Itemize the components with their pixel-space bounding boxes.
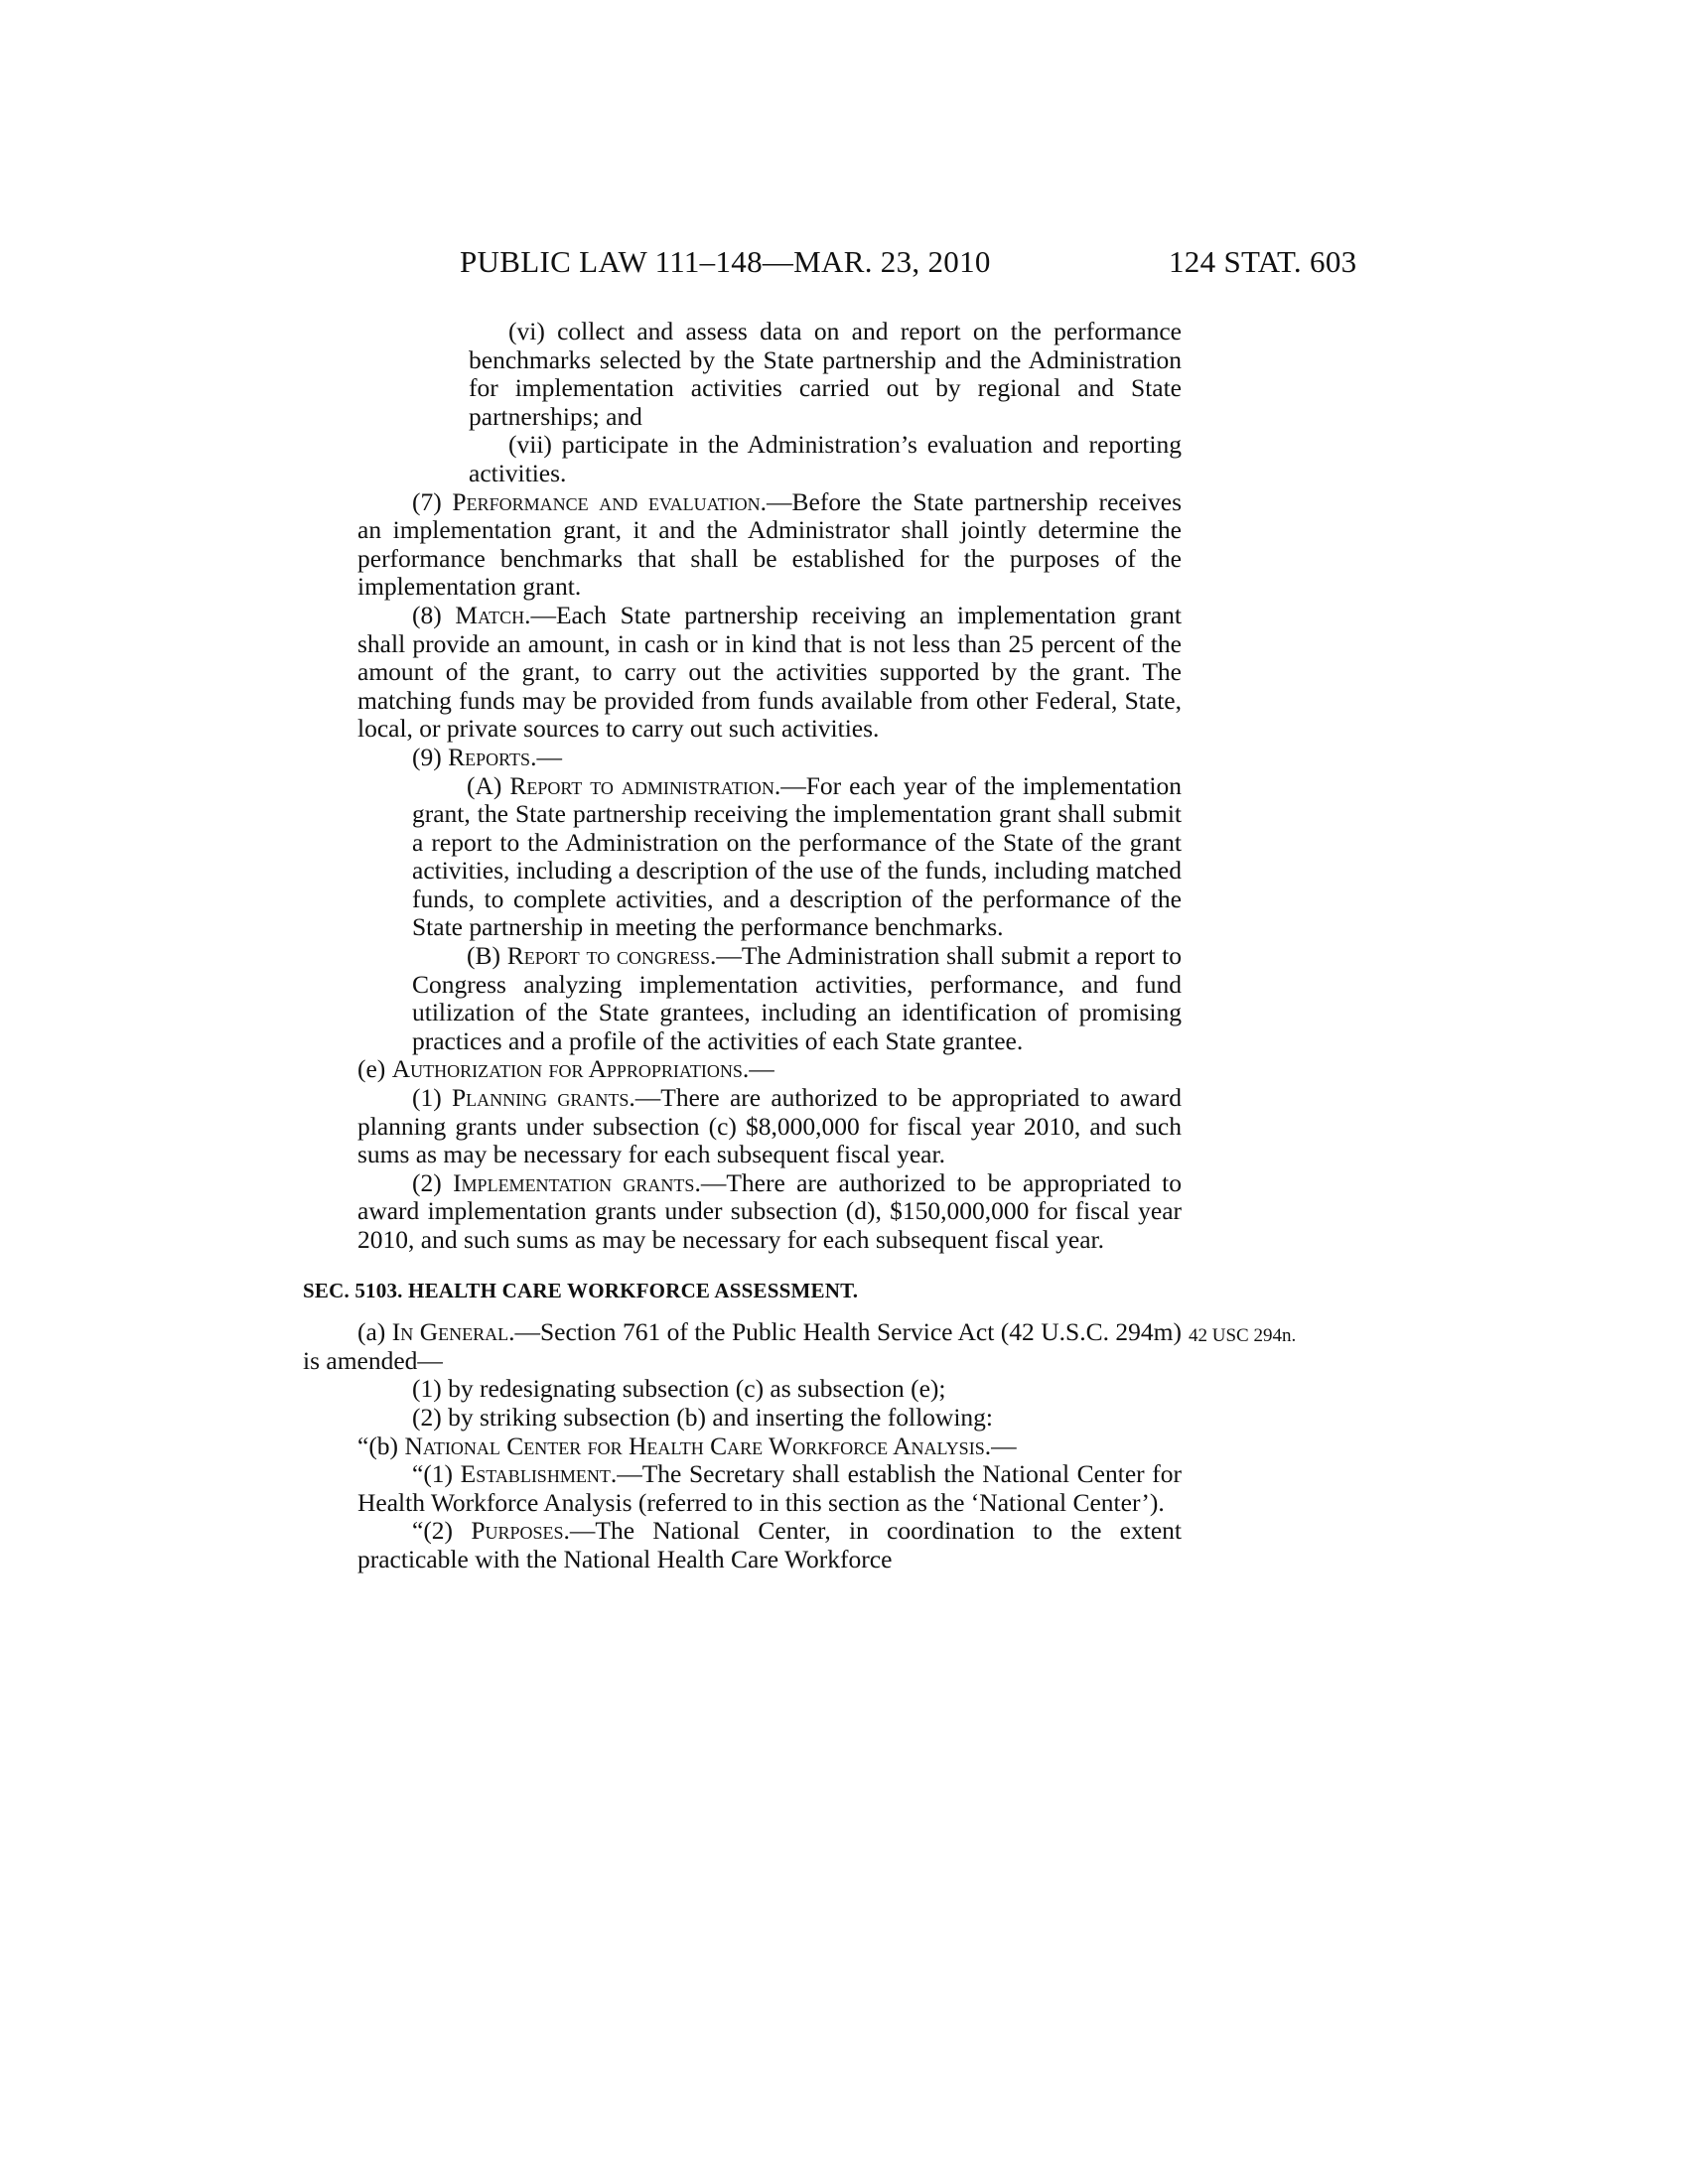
subparagraph-9B xyxy=(412,942,1182,1055)
inserted-paragraph-b1 xyxy=(357,1460,1182,1517)
subsection-a-text: .—Section 761 of the Public Health Service Act (42 U.S.C. 294m) is amended— xyxy=(303,1317,1182,1375)
paragraph-e2-text: .—There are authorized to be appropriated to award implementation grants under subsection (d), $150,000,000 for fiscal year 2010, and such sums as may be necessary for each subsequent fiscal year. xyxy=(357,1167,1183,1254)
inserted-paragraph-b2 xyxy=(357,1517,1182,1573)
subsection-e-number: (e) xyxy=(357,1054,392,1084)
paragraph-e2-heading: Implementation grants xyxy=(453,1167,695,1197)
subparagraph-9B-number: (B) xyxy=(467,941,507,971)
inserted-subsection-b xyxy=(303,1433,1182,1461)
inserted-paragraph-b1-text: .—The Secretary shall establish the National Center for Health Workforce Analysis (referred to in this section as the ‘National Center’). xyxy=(357,1459,1182,1517)
paragraph-7 xyxy=(357,488,1182,602)
paragraph-e1-heading: Planning grants xyxy=(451,1083,630,1113)
subparagraph-9A-heading: Report to administration xyxy=(509,770,774,800)
inserted-subsection-b-text: .— xyxy=(984,1431,1017,1460)
subparagraph-9B-text: .—The Administration shall submit a report to Congress analyzing implementation activities, performance, and fund utilization of the State grantees, including an identification of promising practices and a profile of the activities of each State grantee. xyxy=(412,941,1182,1055)
inserted-paragraph-b1-heading: Establishment xyxy=(460,1459,611,1489)
inserted-paragraph-b2-heading: Purposes xyxy=(471,1516,564,1546)
subsection-a xyxy=(303,1318,1182,1375)
margin-citation-note: 42 USC 294n. xyxy=(1189,1325,1297,1347)
subsection-a-heading: In General xyxy=(391,1317,509,1347)
inserted-subsection-b-heading: National Center for Health Care Workforce Analysis xyxy=(404,1431,985,1460)
subparagraph-9A-text: .—For each year of the implementation grant, the State partnership receiving the implementation grant shall submit a report to the Administration on the performance of the State of the grant activities, including a description of the use of the funds, including matched funds, to complete activities, and a description of the performance of the State partnership in meeting the performance benchmarks. xyxy=(412,770,1182,942)
paragraph-9-text: .— xyxy=(530,742,562,771)
amendment-item-1: (1) by redesignating subsection (c) as subsection (e); xyxy=(412,1374,946,1404)
inserted-subsection-b-number: “(b) xyxy=(357,1431,405,1460)
subsection-a-number: (a) xyxy=(357,1317,392,1347)
paragraph-7-heading: Performance and evaluation xyxy=(452,486,761,516)
paragraph-9-number: (9) xyxy=(412,742,449,771)
page-header xyxy=(0,244,1688,284)
paragraph-7-number: (7) xyxy=(412,486,453,516)
paragraph-8-number: (8) xyxy=(412,600,456,629)
paragraph-8-heading: Match xyxy=(455,600,525,629)
subparagraph-9A xyxy=(412,772,1182,943)
paragraph-8 xyxy=(357,602,1182,744)
subsection-e xyxy=(357,1055,1182,1084)
section-heading: SEC. 5103. HEALTH CARE WORKFORCE ASSESSMENT. xyxy=(303,1278,859,1302)
paragraph-e1-number: (1) xyxy=(412,1083,452,1113)
clause-vi: (vi) collect and assess data on and report on the performance benchmarks selected by the State partnership and the Administration for implementation activities carried out by regional and State partnerships; and xyxy=(469,317,1182,431)
paragraph-e2-number: (2) xyxy=(412,1167,454,1197)
subsection-e-text: .— xyxy=(742,1054,774,1084)
paragraph-8-text: .—Each State partnership receiving an implementation grant shall provide an amount, in cash or in kind that is not less than 25 percent of the amount of the grant, to carry out the activities supported by the grant. The matching funds may be provided from funds available from other Federal, State, local, or private sources to carry out such activities. xyxy=(357,600,1182,744)
subparagraph-9A-number: (A) xyxy=(467,770,510,800)
paragraph-7-text: .—Before the State partnership receives an implementation grant, it and the Administrator shall jointly determine the performance benchmarks that shall be established for the purposes of the implementation grant. xyxy=(357,486,1183,602)
subsection-a-wrapper xyxy=(303,1317,1297,1375)
paragraph-e1-text: .—There are authorized to be appropriated to award planning grants under subsection (c) $8,000,000 for fiscal year 2010, and such sums as may be necessary for each subsequent fiscal year. xyxy=(357,1083,1182,1169)
paragraph-9 xyxy=(357,744,1182,772)
clause-vii: (vii) participate in the Administration’s evaluation and reporting activities. xyxy=(469,430,1182,487)
running-head-title: PUBLIC LAW 111–148—MAR. 23, 2010 xyxy=(460,244,991,279)
statute-page-number: 124 STAT. 603 xyxy=(1169,244,1357,279)
paragraph-e1 xyxy=(357,1084,1182,1169)
document-body xyxy=(303,317,1297,1574)
paragraph-9-heading: Reports xyxy=(448,742,531,771)
inserted-paragraph-b1-number: “(1) xyxy=(412,1459,461,1489)
inserted-paragraph-b2-number: “(2) xyxy=(412,1516,472,1546)
amendment-item-2: (2) by striking subsection (b) and inserting the following: xyxy=(412,1402,993,1432)
paragraph-e2 xyxy=(357,1169,1182,1255)
inserted-paragraph-b2-text: .—The National Center, in coordination to the extent practicable with the National Health Care Workforce xyxy=(357,1516,1182,1573)
subsection-e-heading: Authorization for Appropriations xyxy=(391,1054,743,1084)
subparagraph-9B-heading: Report to congress xyxy=(506,941,711,971)
